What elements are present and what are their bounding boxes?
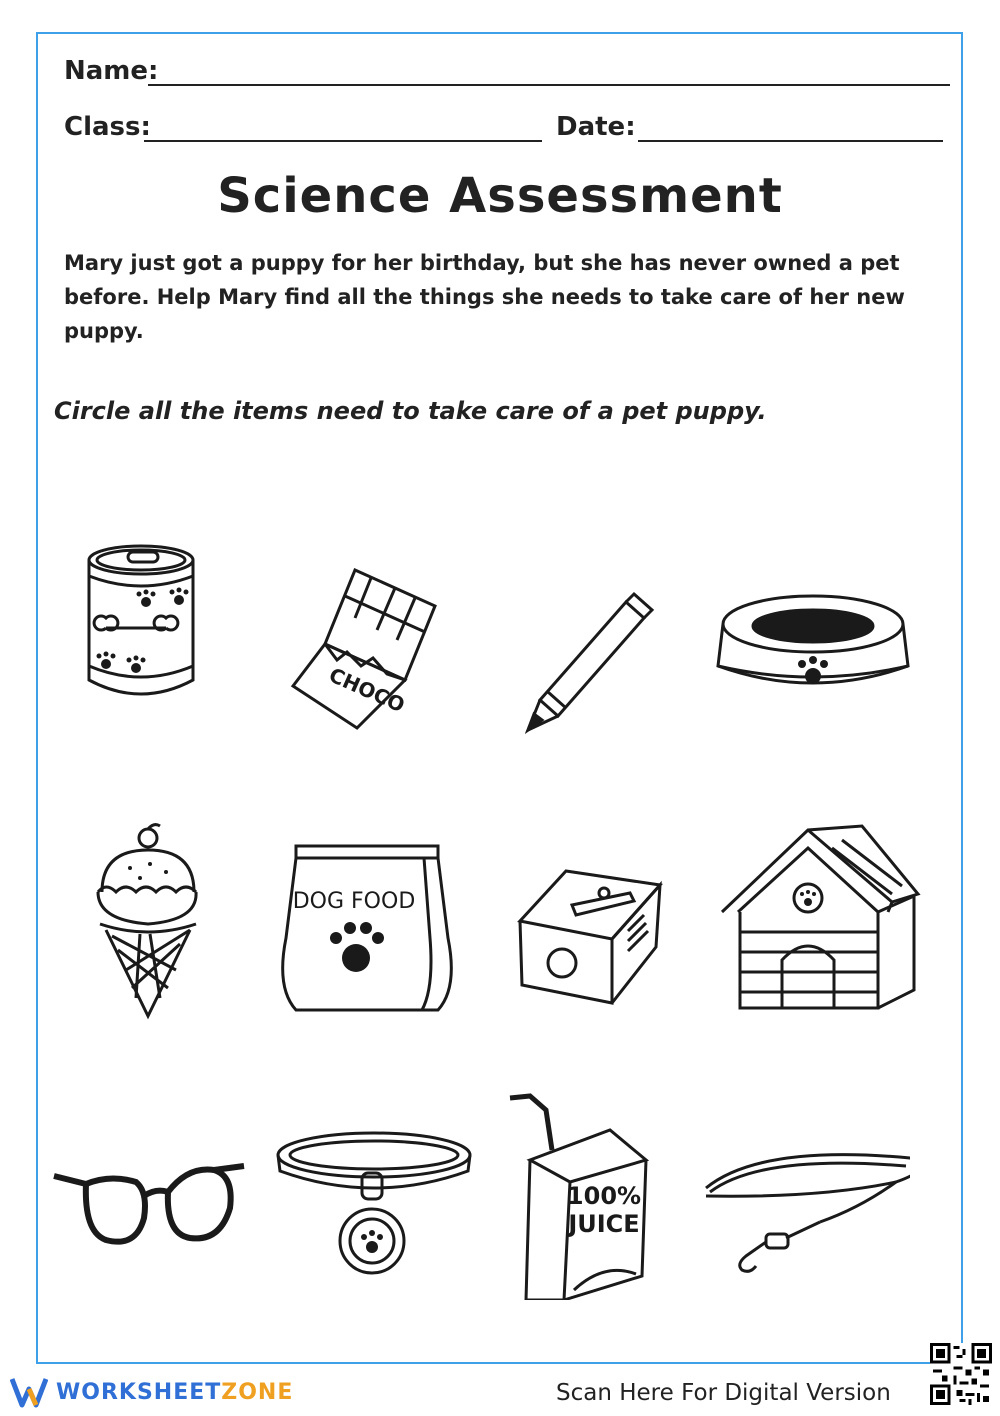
dog-collar-icon[interactable] — [270, 1115, 480, 1325]
dog-food-label: DOG FOOD — [292, 889, 416, 914]
date-label: Date: — [556, 112, 636, 142]
date-line[interactable] — [638, 140, 943, 142]
chocolate-bar-icon[interactable] — [265, 540, 475, 750]
juice-label-2: JUICE — [568, 1210, 640, 1238]
name-label: Name: — [64, 56, 159, 86]
eyeglasses-icon[interactable] — [44, 1112, 254, 1322]
class-line[interactable] — [144, 140, 542, 142]
pencil-sharpener-icon[interactable] — [500, 835, 710, 1045]
logo-w-icon — [10, 1375, 48, 1409]
worksheet-zone-logo[interactable] — [10, 1372, 293, 1412]
footer-brand: WORKSHEETZONE — [56, 1379, 294, 1405]
intro-paragraph: Mary just got a puppy for her birthday, but she has never owned a pet before. Help Mary find all the things she needs to take care of her new puppy. — [64, 251, 905, 343]
ice-cream-cone-icon[interactable] — [40, 820, 250, 1030]
juice-box-icon[interactable] — [500, 1090, 710, 1300]
dog-leash-icon[interactable] — [700, 1138, 910, 1348]
dog-food-can-icon[interactable] — [36, 530, 246, 740]
scan-text: Scan Here For Digital Version — [556, 1380, 891, 1406]
qr-code-icon[interactable] — [930, 1343, 992, 1405]
pet-bowl-icon[interactable] — [708, 560, 918, 770]
chocolate-label: CHOCO — [325, 662, 409, 718]
juice-label-1: 100% — [566, 1182, 642, 1210]
class-label: Class: — [64, 112, 151, 142]
instruction-text: Circle all the items need to take care of a pet puppy. — [54, 397, 767, 425]
name-line[interactable] — [148, 84, 950, 86]
pencil-icon[interactable] — [500, 560, 710, 770]
dog-house-icon[interactable] — [712, 820, 922, 1030]
page-title: Science Assessment — [217, 168, 783, 224]
dog-food-bag-icon[interactable] — [262, 818, 472, 1028]
